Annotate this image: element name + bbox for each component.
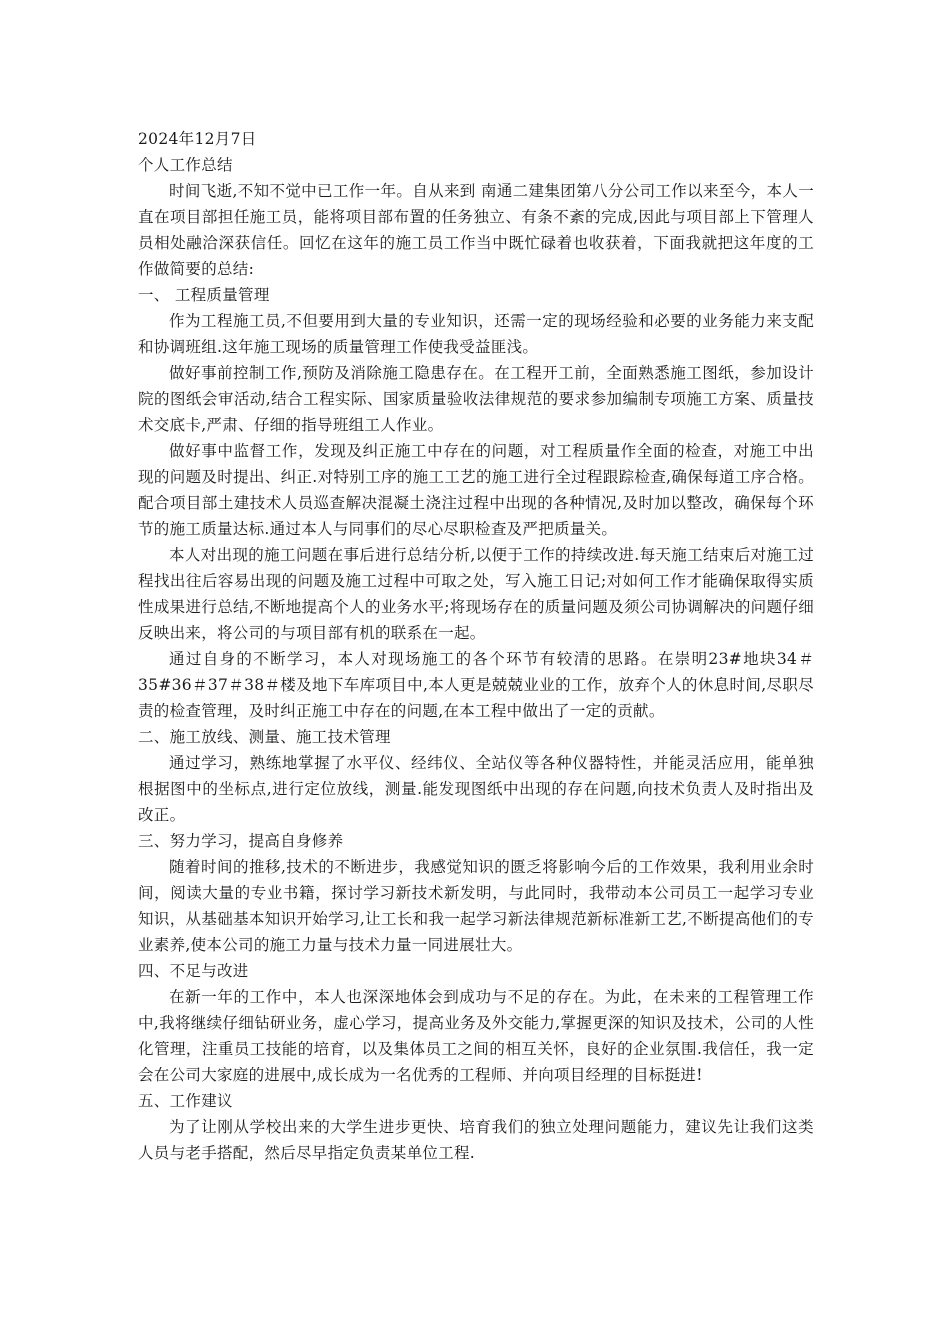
section-heading: 二、施工放线、测量、施工技术管理 <box>138 728 391 746</box>
section-paragraph: 为了让刚从学校出来的大学生进步更快、培育我们的独立处理问题能力，建议先让我们这类人员与老手搭配，然后尽早指定负责某单位工程. <box>138 1118 814 1162</box>
section-improvement <box>138 958 814 1088</box>
document-title: 个人工作总结 <box>138 156 233 174</box>
section-suggestions <box>138 1088 814 1166</box>
section-paragraph: 在新一年的工作中，本人也深深地体会到成功与不足的存在。为此，在未来的工程管理工作中,我将继续仔细钻研业务，虚心学习，提高业务及外交能力,掌握更深的知识及技术，公司的人性化管理，注重员工技能的培育，以及集体员工之间的相互关怀，良好的企业氛围.我信任，我一定会在公司大家庭的进展中,成长成为一名优秀的工程师、并向项目经理的目标挺进! <box>138 988 814 1084</box>
section-paragraph: 通过自身的不断学习，本人对现场施工的各个环节有较清的思路。在崇明23#地块34＃35#36＃37＃38＃楼及地下车库项目中,本人更是兢兢业业的工作，放弃个人的休息时间,尽职尽责的检查管理，及时纠正施工中存在的问题,在本工程中做出了一定的贡献。 <box>138 650 814 720</box>
document-body <box>138 126 814 1166</box>
section-surveying <box>138 724 814 828</box>
section-heading: 五、工作建议 <box>138 1092 233 1110</box>
section-paragraph: 通过学习，熟练地掌握了水平仪、经纬仪、全站仪等各种仪器特性，并能灵活应用，能单独根据图中的坐标点,进行定位放线，测量.能发现图纸中出现的存在问题,向技术负责人及时指出及改正。 <box>138 754 814 824</box>
document-date: 2024年12月7日 <box>138 130 257 148</box>
section-paragraph: 随着时间的推移,技术的不断进步，我感觉知识的匮乏将影响今后的工作效果，我利用业余时间，阅读大量的专业书籍，探讨学习新技术新发明，与此同时，我带动本公司员工一起学习专业知识，从基础基本知识开始学习,让工长和我一起学习新法律规范新标准新工艺,不断提高他们的专业素养,使本公司的施工力量与技术力量一同进展壮大。 <box>138 858 814 954</box>
section-paragraph: 作为工程施工员,不但要用到大量的专业知识，还需一定的现场经验和必要的业务能力来支配和协调班组.这年施工现场的质量管理工作使我受益匪浅。 <box>138 312 814 356</box>
section-paragraph: 做好事前控制工作,预防及消除施工隐患存在。在工程开工前，全面熟悉施工图纸，参加设计院的图纸会审活动,结合工程实际、国家质量验收法律规范的要求参加编制专项施工方案、质量技术交底卡,严肃、仔细的指导班组工人作业。 <box>138 364 814 434</box>
section-paragraph: 本人对出现的施工问题在事后进行总结分析,以便于工作的持续改进.每天施工结束后对施工过程找出往后容易出现的问题及施工过程中可取之处，写入施工日记;对如何工作才能确保取得实质性成果进行总结,不断地提高个人的业务水平;将现场存在的质量问题及须公司协调解决的问题仔细反映出来，将公司的与项目部有机的联系在一起。 <box>138 546 814 642</box>
section-quality <box>138 282 814 724</box>
section-heading: 一、 工程质量管理 <box>138 286 270 304</box>
section-heading: 三、努力学习，提高自身修养 <box>138 832 344 850</box>
section-heading: 四、不足与改进 <box>138 962 249 980</box>
section-learning <box>138 828 814 958</box>
section-paragraph: 做好事中监督工作，发现及纠正施工中存在的问题，对工程质量作全面的检查，对施工中出现的问题及时提出、纠正.对特别工序的施工工艺的施工进行全过程跟踪检查,确保每道工序合格。配合项目部土建技术人员巡查解决混凝土浇注过程中出现的各种情况,及时加以整改，确保每个环节的施工质量达标.通过本人与同事们的尽心尽职检查及严把质量关。 <box>138 442 814 538</box>
intro-paragraph: 时间飞逝,不知不觉中已工作一年。自从来到 南通二建集团第八分公司工作以来至今，本人一直在项目部担任施工员，能将项目部布置的任务独立、有条不紊的完成,因此与项目部上下管理人员相处融洽深获信任。回忆在这年的施工员工作当中既忙碌着也收获着，下面我就把这年度的工作做简要的总结: <box>138 182 814 278</box>
